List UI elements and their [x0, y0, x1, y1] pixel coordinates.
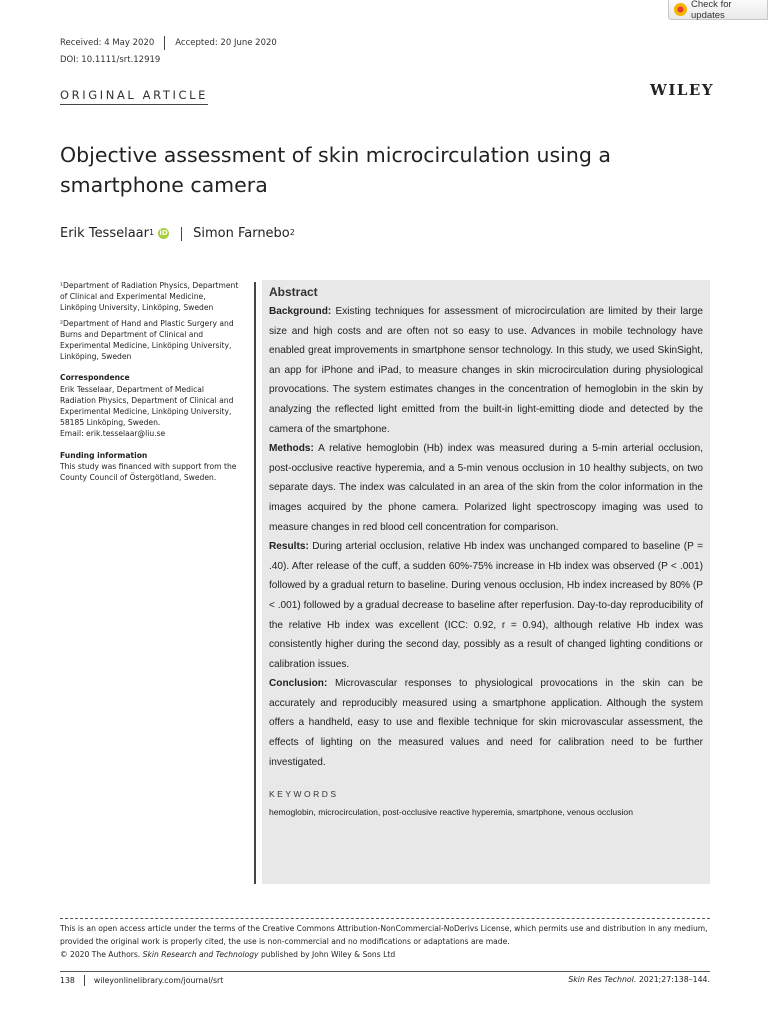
copyright-line — [60, 948, 720, 961]
abstract-results — [269, 537, 703, 674]
methods-label: Methods: — [269, 443, 314, 455]
orcid-icon[interactable]: iD — [159, 229, 168, 237]
correspondence-email[interactable]: Email: erik.tesselaar@liu.se — [60, 429, 166, 439]
methods-text: A relative hemoglobin (Hb) index was measured during a 5-min arterial occlusion, post-occlusive reactive hyperemia, and a 5-min venous occlusion in 10 healthy subjects, on two separate days. The index was calculated in an area of the skin from the color information in the images acquired by the phone camera. Polarized light spectroscopy imaging was used to measure changes in red blood cell concentration for comparison. — [269, 443, 703, 533]
keywords-heading: KEYWORDS — [269, 789, 339, 800]
citation-journal: Skin Res Technol. — [568, 975, 637, 984]
publisher-logo: WILEY — [650, 81, 715, 99]
dates-divider — [164, 36, 165, 50]
journal-name: Skin Research and Technology — [142, 950, 259, 959]
sidebar-info — [60, 280, 240, 483]
license-note — [60, 922, 720, 961]
abstract-heading: Abstract — [269, 285, 318, 299]
author-affiliation-marker: 1 — [149, 228, 155, 237]
journal-url[interactable]: wileyonlinelibrary.com/journal/srt — [93, 976, 224, 985]
abstract-conclusion — [269, 674, 703, 772]
page-footer — [60, 975, 223, 986]
results-text: During arterial occlusion, relative Hb index was unchanged compared to baseline (P = .40). After release of the cuff, a sudden 60%-75% increase in Hb index was observed (P < .001) followed by a gradual return to baseline. During venous occlusion, Hb index increased by 80% (P < .001) followed by a gradual decrease to baseline after reperfusion. Day-to-day reproducibility of the relative Hb index was excellent (ICC: 0.92, r = 0.94), although relative Hb index was consistently higher during the second day, possibly as a result of changed lighting conditions or calibration issues. — [269, 541, 704, 670]
copyright-prefix: © 2020 The Authors. — [60, 950, 141, 959]
author-divider — [181, 227, 182, 241]
correspondence-heading: Correspondence — [60, 373, 130, 383]
results-label: Results: — [269, 541, 309, 553]
author-affiliation-marker: 2 — [289, 228, 295, 237]
page-number: 138 — [60, 976, 75, 985]
affiliation: ¹Department of Radiation Physics, Department of Clinical and Experimental Medicine, Linköping University, Linköping, Sweden — [60, 281, 239, 313]
check-for-updates-button[interactable] — [668, 0, 768, 20]
author-list — [60, 226, 295, 241]
check-for-updates-label: Check for updates — [691, 0, 732, 21]
author-name[interactable]: Simon Farnebo — [193, 226, 290, 241]
affiliation: ²Department of Hand and Plastic Surgery and Burns and Department of Clinical and Experimental Medicine, Linköping University, Linköping, Sweden — [60, 318, 234, 362]
background-text: Existing techniques for assessment of microcirculation are limited by their large size and high costs and are often not so easy to use. Advances in mobile technology have enabled great improvements in smartphone sensor technology. In this study, we used SkinSight, an app for iPhone and iPad, to measure changes in skin microcirculation during physiological provocations. The system estimates changes in the concentration of hemoglobin in the skin by analyzing the reflected light emitted from the built-in light-emitting diode and detected by the camera of the smartphone. — [269, 306, 703, 435]
accepted-date: Accepted: 20 June 2020 — [175, 38, 277, 48]
doi: DOI: 10.1111/srt.12919 — [60, 55, 161, 65]
author-name[interactable]: Erik Tesselaar — [60, 226, 149, 241]
dates-row — [60, 36, 277, 50]
keywords-text: hemoglobin, microcirculation, post-occlusive reactive hyperemia, smartphone, venous occlusion — [269, 807, 633, 818]
page-footer-divider — [84, 975, 85, 986]
conclusion-text: Microvascular responses to physiological provocations in the skin can be accurately and reproducibly measured using a smartphone application. Although the system offers a handheld, easy to use and flexible technique for skin microvascular assessment, the effects of lighting on the measured values and need for calibration need to be further investigated. — [269, 678, 703, 768]
footer-divider — [60, 918, 710, 919]
bottom-divider — [60, 971, 710, 972]
abstract-box — [262, 280, 710, 884]
copyright-suffix: published by John Wiley & Sons Ltd — [260, 950, 396, 959]
citation — [568, 975, 710, 984]
license-text: This is an open access article under the terms of the Creative Commons Attribution-NonCommercial-NoDerivs License, which permits use and distribution in any medium, provided the original work is properly cited, the use is non-commercial and no modifications or adaptations are made. — [60, 924, 708, 946]
abstract-background — [269, 302, 703, 439]
received-date: Received: 4 May 2020 — [60, 38, 155, 48]
background-label: Background: — [269, 306, 332, 317]
article-title: Objective assessment of skin microcirculation using a smartphone camera — [60, 143, 611, 197]
crossmark-icon — [674, 3, 687, 16]
abstract-methods — [269, 439, 703, 537]
abstract-rule — [254, 282, 256, 884]
funding-heading: Funding information — [60, 450, 148, 460]
funding-text: This study was financed with support from the County Council of Östergötland, Sweden. — [60, 461, 237, 483]
article-type: ORIGINAL ARTICLE — [60, 88, 208, 105]
correspondence-text: Erik Tesselaar, Department of Medical Radiation Physics, Department of Clinical and Experimental Medicine, Linköping University, 58185 Linköping, Sweden. — [60, 384, 234, 428]
citation-volume: 2021;27:138–144. — [638, 975, 710, 984]
conclusion-label: Conclusion: — [269, 678, 328, 690]
